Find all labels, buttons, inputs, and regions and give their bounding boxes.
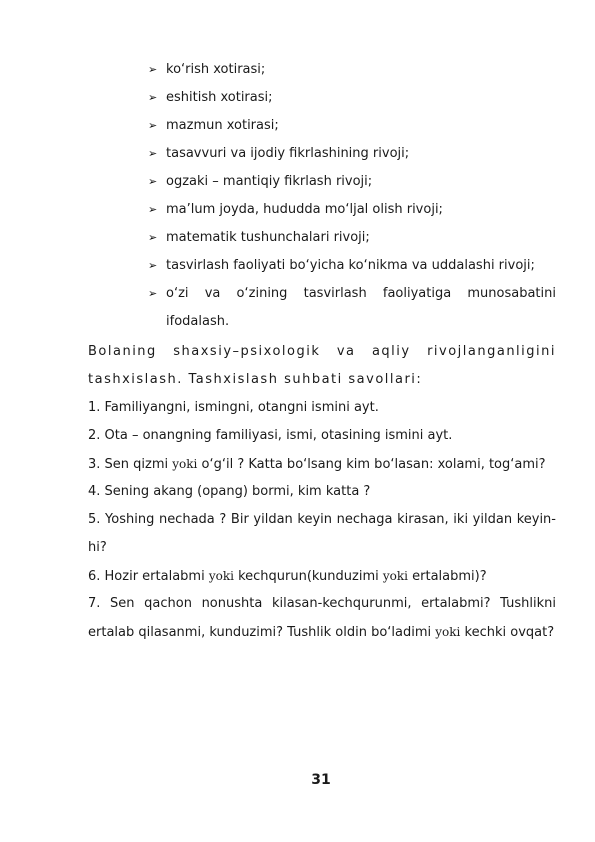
arrowhead-bullet-icon: ➢	[148, 119, 158, 132]
bullet-item-1	[148, 56, 556, 84]
section-heading: Bolaning shaxsiy–psixologik va aqliy rivojlanganligini tashxislash. Tashxislash suhbati savollari:	[88, 344, 556, 387]
arrowhead-bullet-icon: ➢	[148, 203, 158, 216]
bullet-item-2	[148, 84, 556, 112]
bullet-text: eshitish xotirasi;	[166, 90, 273, 105]
bullet-text: tasvirlash faoliyati bo‘yicha ko‘nikma va uddalashi rivoji;	[166, 258, 535, 273]
question-6-part-b: kechqurun(kunduzimi	[233, 569, 383, 584]
bullet-text: ogzaki – mantiqiy fikrlash rivoji;	[166, 174, 373, 189]
bullet-item-8	[148, 252, 556, 280]
question-7-part-a: 7. Sen qachon nonushta kilasan-kechqurunmi, ertalabmi? Tushlikni ertalab qilasanmi, kunduzimi? Tushlik oldin bo‘ladimi	[88, 596, 556, 640]
question-3-yoki: yoki	[172, 457, 198, 471]
question-6-part-c: ertalabmi)?	[408, 569, 487, 584]
bullet-text: tasavvuri va ijodiy fikrlashining rivoji;	[166, 146, 410, 161]
bullet-item-4	[148, 140, 556, 168]
arrowhead-bullet-icon: ➢	[148, 175, 158, 188]
bullet-text: mazmun xotirasi;	[166, 118, 279, 133]
question-7	[88, 590, 556, 647]
bullet-text: matematik tushunchalari rivoji;	[166, 230, 370, 245]
arrowhead-bullet-icon: ➢	[148, 63, 158, 76]
question-6-yoki-1: yoki	[208, 569, 234, 583]
question-5: 5. Yoshing nechada ? Bir yildan keyin nechaga kirasan, iki yildan keyin-hi?	[88, 512, 556, 555]
bullet-item-7	[148, 224, 556, 252]
arrowhead-bullet-icon: ➢	[148, 147, 158, 160]
bullet-item-6	[148, 196, 556, 224]
question-3	[88, 450, 556, 479]
question-6-yoki-2: yoki	[382, 569, 408, 583]
bullet-text: o‘zi va o‘zining tasvirlash faoliyatiga munosabatini ifodalash.	[166, 286, 556, 329]
arrowhead-bullet-icon: ➢	[148, 259, 158, 272]
arrowhead-bullet-icon: ➢	[148, 231, 158, 244]
question-6-part-a: 6. Hozir ertalabmi	[88, 569, 209, 584]
question-1: 1. Familiyangni, ismingni, otangni ismini ayt.	[88, 400, 379, 415]
bullet-text: ko‘rish xotirasi;	[166, 62, 266, 77]
bullet-item-5	[148, 168, 556, 196]
arrowhead-bullet-icon: ➢	[148, 91, 158, 104]
assessment-bullet-list	[148, 56, 556, 336]
bullet-item-3	[148, 112, 556, 140]
question-3-part-a: 3. Sen qizmi	[88, 457, 173, 472]
question-6	[88, 562, 556, 591]
question-7-yoki: yoki	[435, 625, 461, 639]
bullet-text: ma’lum joyda, hududda mo‘ljal olish rivoji;	[166, 202, 443, 217]
bullet-item-9	[148, 280, 556, 336]
question-4: 4. Sening akang (opang) bormi, kim katta ?	[88, 484, 371, 499]
question-7-part-b: kechki ovqat?	[460, 625, 555, 640]
question-3-part-b: o‘g‘il ? Katta bo‘lsang kim bo‘lasan: xolami, tog‘ami?	[197, 457, 546, 472]
arrowhead-bullet-icon: ➢	[148, 287, 158, 300]
question-2: 2. Ota – onangning familiyasi, ismi, otasining ismini ayt.	[88, 428, 453, 443]
page-number: 31	[311, 772, 331, 788]
